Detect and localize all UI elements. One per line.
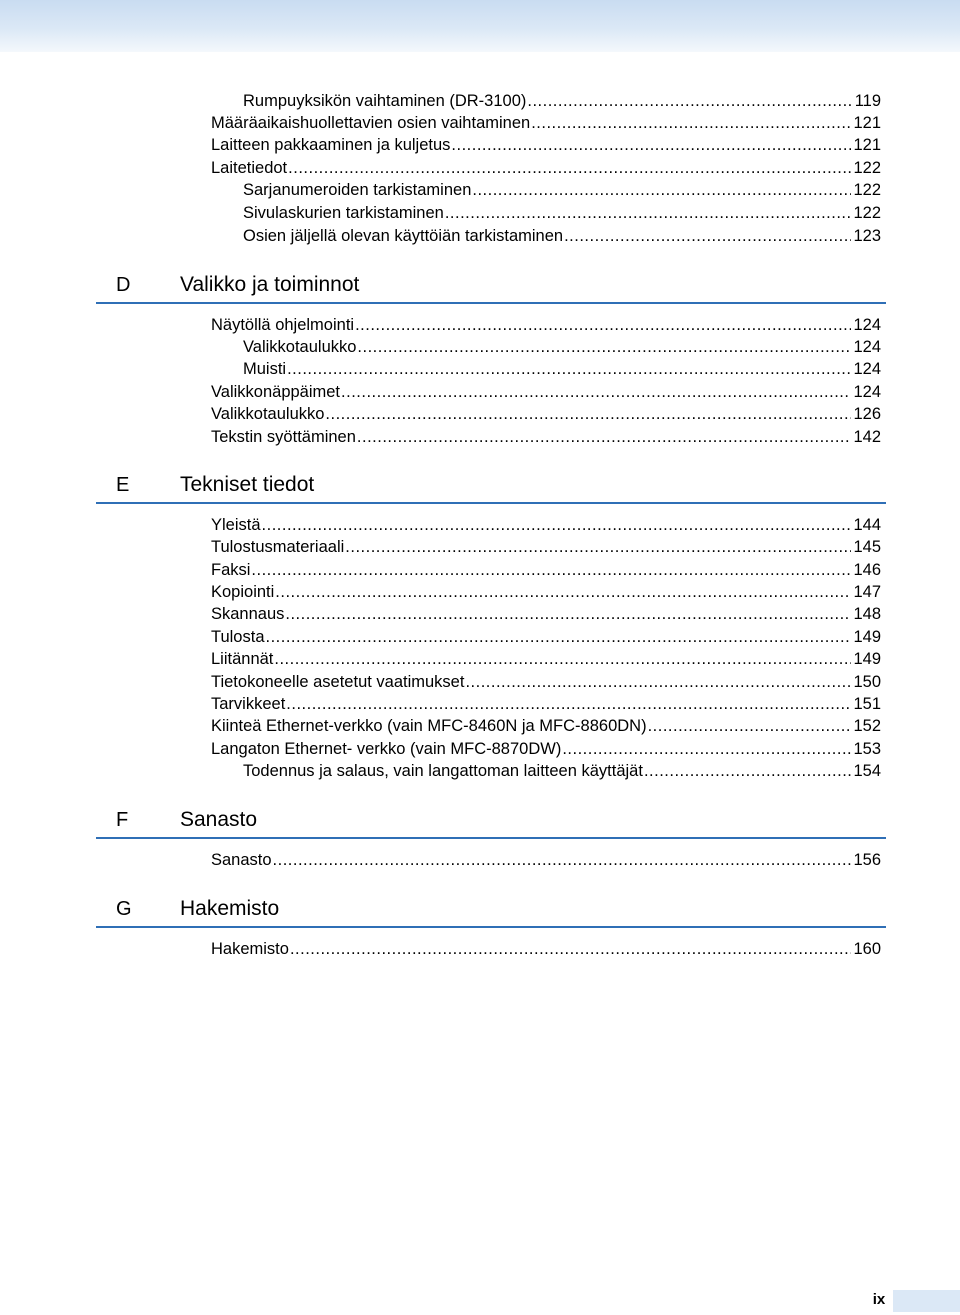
toc-page-number: 119 bbox=[854, 92, 881, 110]
section-title[interactable]: Tekniset tiedot bbox=[180, 473, 315, 496]
toc-entry-title: Rumpuyksikön vaihtaminen (DR-3100) bbox=[243, 92, 527, 110]
toc-entry[interactable] bbox=[211, 426, 881, 448]
toc-entry-title: Hakemisto bbox=[211, 940, 289, 958]
toc-entry-title: Skannaus bbox=[211, 605, 285, 623]
toc-entry-title: Tietokoneelle asetetut vaatimukset bbox=[211, 673, 465, 691]
dot-leader bbox=[325, 403, 851, 425]
toc-page-number: 153 bbox=[853, 740, 881, 758]
toc-entry[interactable] bbox=[211, 581, 881, 603]
toc-entry[interactable] bbox=[243, 90, 881, 112]
header-band bbox=[0, 0, 960, 52]
toc-page-number: 156 bbox=[853, 851, 881, 869]
dot-leader bbox=[262, 514, 852, 536]
toc-entry-title: Langaton Ethernet- verkko (vain MFC-8870DW) bbox=[211, 740, 562, 758]
toc-entry[interactable] bbox=[211, 157, 881, 179]
toc-entry[interactable] bbox=[211, 738, 881, 760]
dot-leader bbox=[266, 626, 852, 648]
toc-entry-title: Todennus ja salaus, vain langattoman laitteen käyttäjät bbox=[243, 762, 643, 780]
toc-entry-title: Määräaikaishuollettavien osien vaihtaminen bbox=[211, 114, 531, 132]
toc-page-number: 149 bbox=[853, 628, 881, 646]
toc-entry-title: Sivulaskurien tarkistaminen bbox=[243, 204, 444, 222]
toc-entry[interactable] bbox=[211, 559, 881, 581]
section-divider bbox=[96, 926, 886, 928]
dot-leader bbox=[355, 314, 851, 336]
toc-entry-title: Laitetiedot bbox=[211, 159, 288, 177]
dot-leader bbox=[472, 179, 851, 201]
toc-entry-title: Tulostusmateriaali bbox=[211, 538, 345, 556]
toc-page-number: 145 bbox=[853, 538, 881, 556]
toc-entry[interactable] bbox=[211, 514, 881, 536]
toc-page-number: 148 bbox=[853, 605, 881, 623]
toc-entry[interactable] bbox=[243, 179, 881, 201]
toc-entry[interactable] bbox=[243, 336, 881, 358]
toc-page-number: 152 bbox=[853, 717, 881, 735]
dot-leader bbox=[564, 225, 851, 247]
toc-page-number: 122 bbox=[853, 181, 881, 199]
toc-page-number: 121 bbox=[853, 114, 881, 132]
toc-entry[interactable] bbox=[211, 715, 881, 737]
dot-leader bbox=[290, 938, 852, 960]
toc-page-number: 123 bbox=[853, 227, 881, 245]
toc-entry[interactable] bbox=[211, 938, 881, 960]
toc-page-number: 122 bbox=[853, 159, 881, 177]
dot-leader bbox=[648, 715, 852, 737]
section-divider bbox=[96, 502, 886, 504]
toc-page-number: 142 bbox=[853, 428, 881, 446]
toc-page-number: 146 bbox=[853, 561, 881, 579]
page-number: ix bbox=[872, 1291, 886, 1308]
toc-entry-title: Faksi bbox=[211, 561, 251, 579]
toc-entry[interactable] bbox=[211, 403, 881, 425]
toc-entry[interactable] bbox=[211, 671, 881, 693]
toc-page-number: 151 bbox=[853, 695, 881, 713]
dot-leader bbox=[345, 536, 851, 558]
toc-entry-title: Valikkotaulukko bbox=[243, 338, 357, 356]
toc-entry[interactable] bbox=[211, 626, 881, 648]
toc-page-number: 149 bbox=[853, 650, 881, 668]
toc-entry-title: Tulosta bbox=[211, 628, 265, 646]
dot-leader bbox=[527, 90, 852, 112]
toc-entry[interactable] bbox=[211, 134, 881, 156]
dot-leader bbox=[357, 336, 851, 358]
toc-page-number: 126 bbox=[853, 405, 881, 423]
section-title[interactable]: Sanasto bbox=[180, 808, 258, 831]
dot-leader bbox=[357, 426, 852, 448]
toc-entry[interactable] bbox=[211, 648, 881, 670]
section-letter: F bbox=[116, 809, 129, 831]
toc-page-number: 122 bbox=[853, 204, 881, 222]
dot-leader bbox=[251, 559, 851, 581]
section-letter: E bbox=[116, 474, 130, 496]
toc-page-number: 144 bbox=[853, 516, 881, 534]
toc-entry[interactable] bbox=[211, 536, 881, 558]
dot-leader bbox=[451, 134, 851, 156]
section-title[interactable]: Valikko ja toiminnot bbox=[180, 273, 360, 296]
toc-entry[interactable] bbox=[211, 603, 881, 625]
toc-entry[interactable] bbox=[243, 202, 881, 224]
toc-entry-title: Valikkotaulukko bbox=[211, 405, 325, 423]
toc-page-number: 154 bbox=[853, 762, 881, 780]
dot-leader bbox=[341, 381, 851, 403]
dot-leader bbox=[275, 581, 851, 603]
toc-entry[interactable] bbox=[243, 358, 881, 380]
toc-page-number: 147 bbox=[853, 583, 881, 601]
dot-leader bbox=[465, 671, 851, 693]
dot-leader bbox=[288, 157, 851, 179]
toc-entry-title: Valikkonäppäimet bbox=[211, 383, 341, 401]
section-divider bbox=[96, 302, 886, 304]
toc-entry-title: Kopiointi bbox=[211, 583, 275, 601]
toc-entry-title: Laitteen pakkaaminen ja kuljetus bbox=[211, 136, 451, 154]
dot-leader bbox=[287, 358, 851, 380]
toc-page-number: 160 bbox=[853, 940, 881, 958]
section-letter: G bbox=[116, 898, 132, 920]
dot-leader bbox=[445, 202, 852, 224]
toc-entry[interactable] bbox=[211, 314, 881, 336]
toc-page-number: 124 bbox=[853, 338, 881, 356]
toc-entry-title: Liitännät bbox=[211, 650, 274, 668]
toc-entry[interactable] bbox=[211, 381, 881, 403]
toc-entry-title: Näytöllä ohjelmointi bbox=[211, 316, 355, 334]
dot-leader bbox=[285, 603, 851, 625]
toc-page-number: 124 bbox=[853, 316, 881, 334]
toc-entry-title: Kiinteä Ethernet-verkko (vain MFC-8460N ja MFC-8860DN) bbox=[211, 717, 647, 735]
toc-entry[interactable] bbox=[211, 849, 881, 871]
footer-band bbox=[893, 1290, 960, 1312]
toc-entry-title: Sanasto bbox=[211, 851, 272, 869]
toc-entry[interactable] bbox=[211, 112, 881, 134]
section-letter: D bbox=[116, 274, 131, 296]
toc-entry-title: Sarjanumeroiden tarkistaminen bbox=[243, 181, 472, 199]
dot-leader bbox=[286, 693, 851, 715]
dot-leader bbox=[274, 648, 851, 670]
toc-entry-title: Tekstin syöttäminen bbox=[211, 428, 356, 446]
dot-leader bbox=[273, 849, 852, 871]
toc-page-number: 121 bbox=[853, 136, 881, 154]
dot-leader bbox=[644, 760, 852, 782]
dot-leader bbox=[531, 112, 851, 134]
toc-entry-title: Osien jäljellä olevan käyttöiän tarkistaminen bbox=[243, 227, 564, 245]
toc-entry-title: Tarvikkeet bbox=[211, 695, 286, 713]
toc-entry[interactable] bbox=[243, 225, 881, 247]
toc-entry-title: Muisti bbox=[243, 360, 287, 378]
toc-page-number: 150 bbox=[853, 673, 881, 691]
toc-entry[interactable] bbox=[211, 693, 881, 715]
toc-entry-title: Yleistä bbox=[211, 516, 261, 534]
toc-entry[interactable] bbox=[243, 760, 881, 782]
section-title[interactable]: Hakemisto bbox=[180, 897, 280, 920]
section-divider bbox=[96, 837, 886, 839]
dot-leader bbox=[562, 738, 851, 760]
toc-page-number: 124 bbox=[853, 383, 881, 401]
toc-page-number: 124 bbox=[853, 360, 881, 378]
